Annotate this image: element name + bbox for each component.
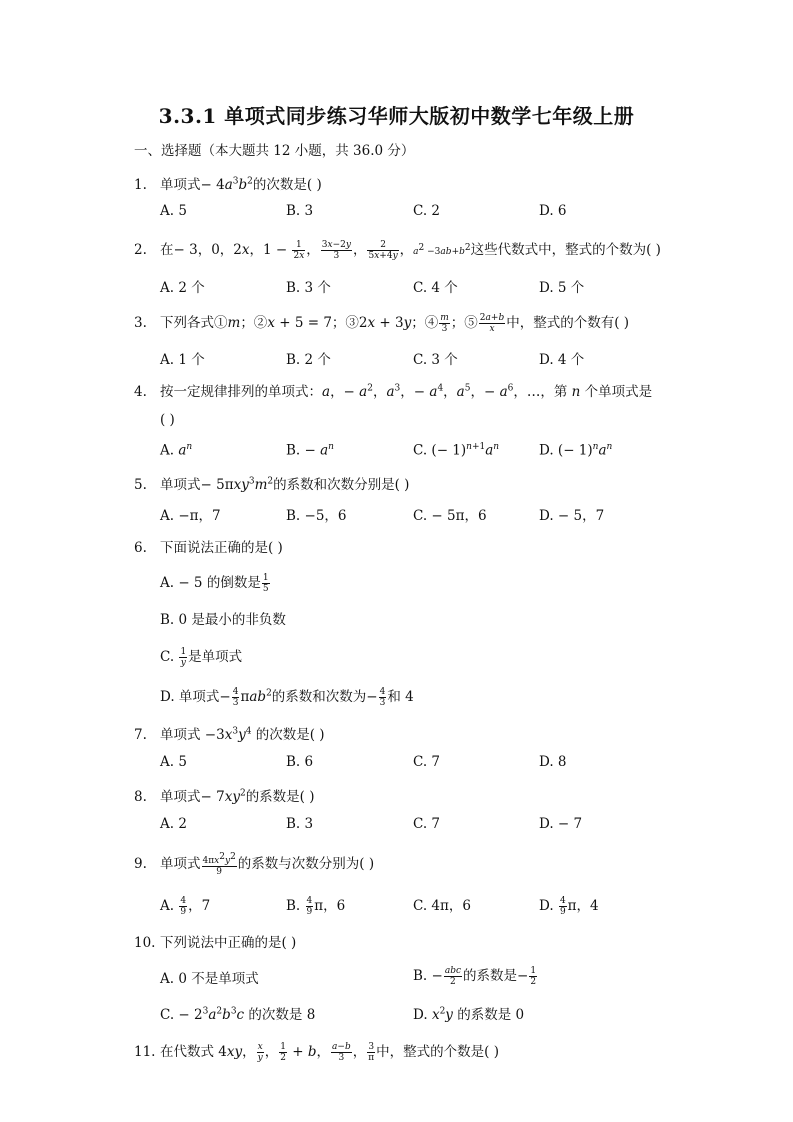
question-1	[134, 173, 322, 193]
option-a[interactable]: A. 5	[160, 754, 187, 770]
question-stem: 下面说法正确的是( )	[160, 540, 283, 556]
option-c[interactable]: C. 4 个	[413, 280, 458, 296]
question-number: 10.	[134, 935, 156, 951]
option-a[interactable]: A. $a^n$	[160, 442, 193, 459]
option-d[interactable]: D. 5 个	[539, 280, 585, 296]
option-b[interactable]: B. 3	[286, 203, 314, 219]
option-c[interactable]: C. 2	[413, 203, 441, 219]
option-c[interactable]: C. 3 个	[413, 352, 458, 368]
option-d[interactable]: D. 6	[539, 203, 567, 219]
option-c[interactable]: C. 7	[413, 816, 441, 832]
question-number: 7.	[134, 727, 147, 743]
option-a[interactable]: A. −π，7	[160, 508, 221, 524]
option-d[interactable]: D. 4 个	[539, 352, 585, 368]
option-d[interactable]: D. − 7	[539, 816, 583, 832]
question-stem-rendered: 按一定规律排列的单项式：a，− $a^2$，$a^3$，− $a^4$，$a^5$，− $a^6$，…，第 n 个单项式是	[160, 383, 653, 400]
question-number: 3.	[134, 315, 147, 331]
option-b[interactable]: B. − $a^n$	[286, 442, 334, 459]
option-d[interactable]: D. $x^2y$ 的系数是 0	[413, 1006, 525, 1023]
question-number: 4.	[134, 384, 147, 400]
option-d[interactable]: D. − 5，7	[539, 508, 605, 524]
option-b[interactable]: B. − $\frac{\text{abc}}{2}$ 的系数是− $\frac{1}{2}$	[413, 966, 537, 987]
question-7	[134, 723, 325, 743]
option-c[interactable]: C. $\frac{1}{y}$ 是单项式	[160, 647, 243, 668]
question-4	[134, 380, 652, 400]
option-b[interactable]: B. 2 个	[286, 352, 331, 368]
question-6	[134, 536, 283, 556]
question-number: 5.	[134, 477, 147, 493]
question-4-continuation: ( )	[160, 412, 175, 428]
question-stem-rendered: 单项式 $-3x^3y^4$ 的次数是( )	[160, 726, 325, 743]
option-b[interactable]: B. −5，6	[286, 508, 347, 524]
page-title: 3.3.1 单项式同步练习华师大版初中数学七年级上册	[158, 104, 635, 128]
question-10	[134, 931, 296, 951]
option-c[interactable]: C. (− $1)^{n+1}a^n$	[413, 442, 500, 459]
section-heading: 一、选择题（本大题共 12 小题，共 36.0 分）	[134, 143, 415, 159]
option-d[interactable]: D. (− $1)^na^n$	[539, 442, 613, 459]
question-stem-rendered: 在代数式 4xy， $\frac{x}{y}$ ， $\frac{1}{2}$ + b， $\frac{a-b}{3}$ ， $\frac{3}{\pi}$ 中，整式的个数是( )	[160, 1042, 499, 1063]
question-9	[134, 852, 374, 877]
question-2	[134, 238, 661, 261]
question-number: 8.	[134, 789, 147, 805]
option-c[interactable]: C. − 5π，6	[413, 508, 487, 524]
question-number: 11.	[134, 1044, 156, 1060]
option-b[interactable]: B. $\frac{4}{9}$ π，6	[286, 896, 346, 917]
option-a[interactable]: A. $\frac{4}{9}$ ，7	[160, 896, 211, 917]
option-a[interactable]: A. 5	[160, 203, 187, 219]
question-stem-rendered: 单项式− $5\pi xy^3m^2$的系数和次数分别是( )	[160, 476, 410, 493]
option-b[interactable]: B. 3 个	[286, 280, 331, 296]
option-a[interactable]: A. − 5 的倒数是 $\frac{1}{5}$	[160, 573, 269, 594]
question-8	[134, 785, 315, 805]
question-stem-rendered: 下列各式①m；②x + 5 = 7；③2x + 3y；④ $\frac{m}{3}$ ；⑤ $\frac{2a+b}{x}$ 中，整式的个数有( )	[160, 313, 630, 334]
question-stem-rendered: 单项式 $\frac{4\pi x^2y^2}{9}$ 的系数与次数分别为( )	[160, 852, 375, 877]
option-c[interactable]: C. 4π，6	[413, 898, 471, 914]
question-5	[134, 473, 409, 493]
question-number: 6.	[134, 540, 147, 556]
option-c[interactable]: C. − $2^3a^2b^3c$ 的次数是 8	[160, 1006, 316, 1023]
option-c[interactable]: C. 7	[413, 754, 441, 770]
option-b[interactable]: B. 6	[286, 754, 314, 770]
question-stem-rendered: 单项式− $7xy^2$的系数是( )	[160, 788, 315, 805]
question-number: 1.	[134, 177, 147, 193]
option-d[interactable]: D. 8	[539, 754, 567, 770]
question-3	[134, 311, 629, 334]
option-b[interactable]: B. 3	[286, 816, 314, 832]
option-b[interactable]: B. 0 是最小的非负数	[160, 612, 286, 628]
question-number: 9.	[134, 856, 147, 872]
option-a[interactable]: A. 0 不是单项式	[160, 971, 259, 987]
question-11	[134, 1040, 499, 1063]
question-stem: 下列说法中正确的是( )	[160, 935, 297, 951]
question-stem-rendered: 在− 3，0，2x，1 − $\frac{1}{2x}$ ， $\frac{3x-2y}{3}$ ， $\frac{2}{5x+4y}$ ，$a^2 -3ab+b^2$这些代数式中，整式的个数为( )	[160, 240, 661, 261]
question-stem-rendered: 单项式− $4a^3b^2$的次数是( )	[160, 176, 322, 193]
option-d[interactable]: D. 单项式− $\frac{4}{3}$ πab$^2$的系数和次数为− $\frac{4}{3}$ 和 4	[160, 687, 414, 708]
option-a[interactable]: A. 2	[160, 816, 187, 832]
option-a[interactable]: A. 1 个	[160, 352, 205, 368]
option-d[interactable]: D. $\frac{4}{9}$ π，4	[539, 896, 599, 917]
question-number: 2.	[134, 242, 147, 258]
option-a[interactable]: A. 2 个	[160, 280, 205, 296]
